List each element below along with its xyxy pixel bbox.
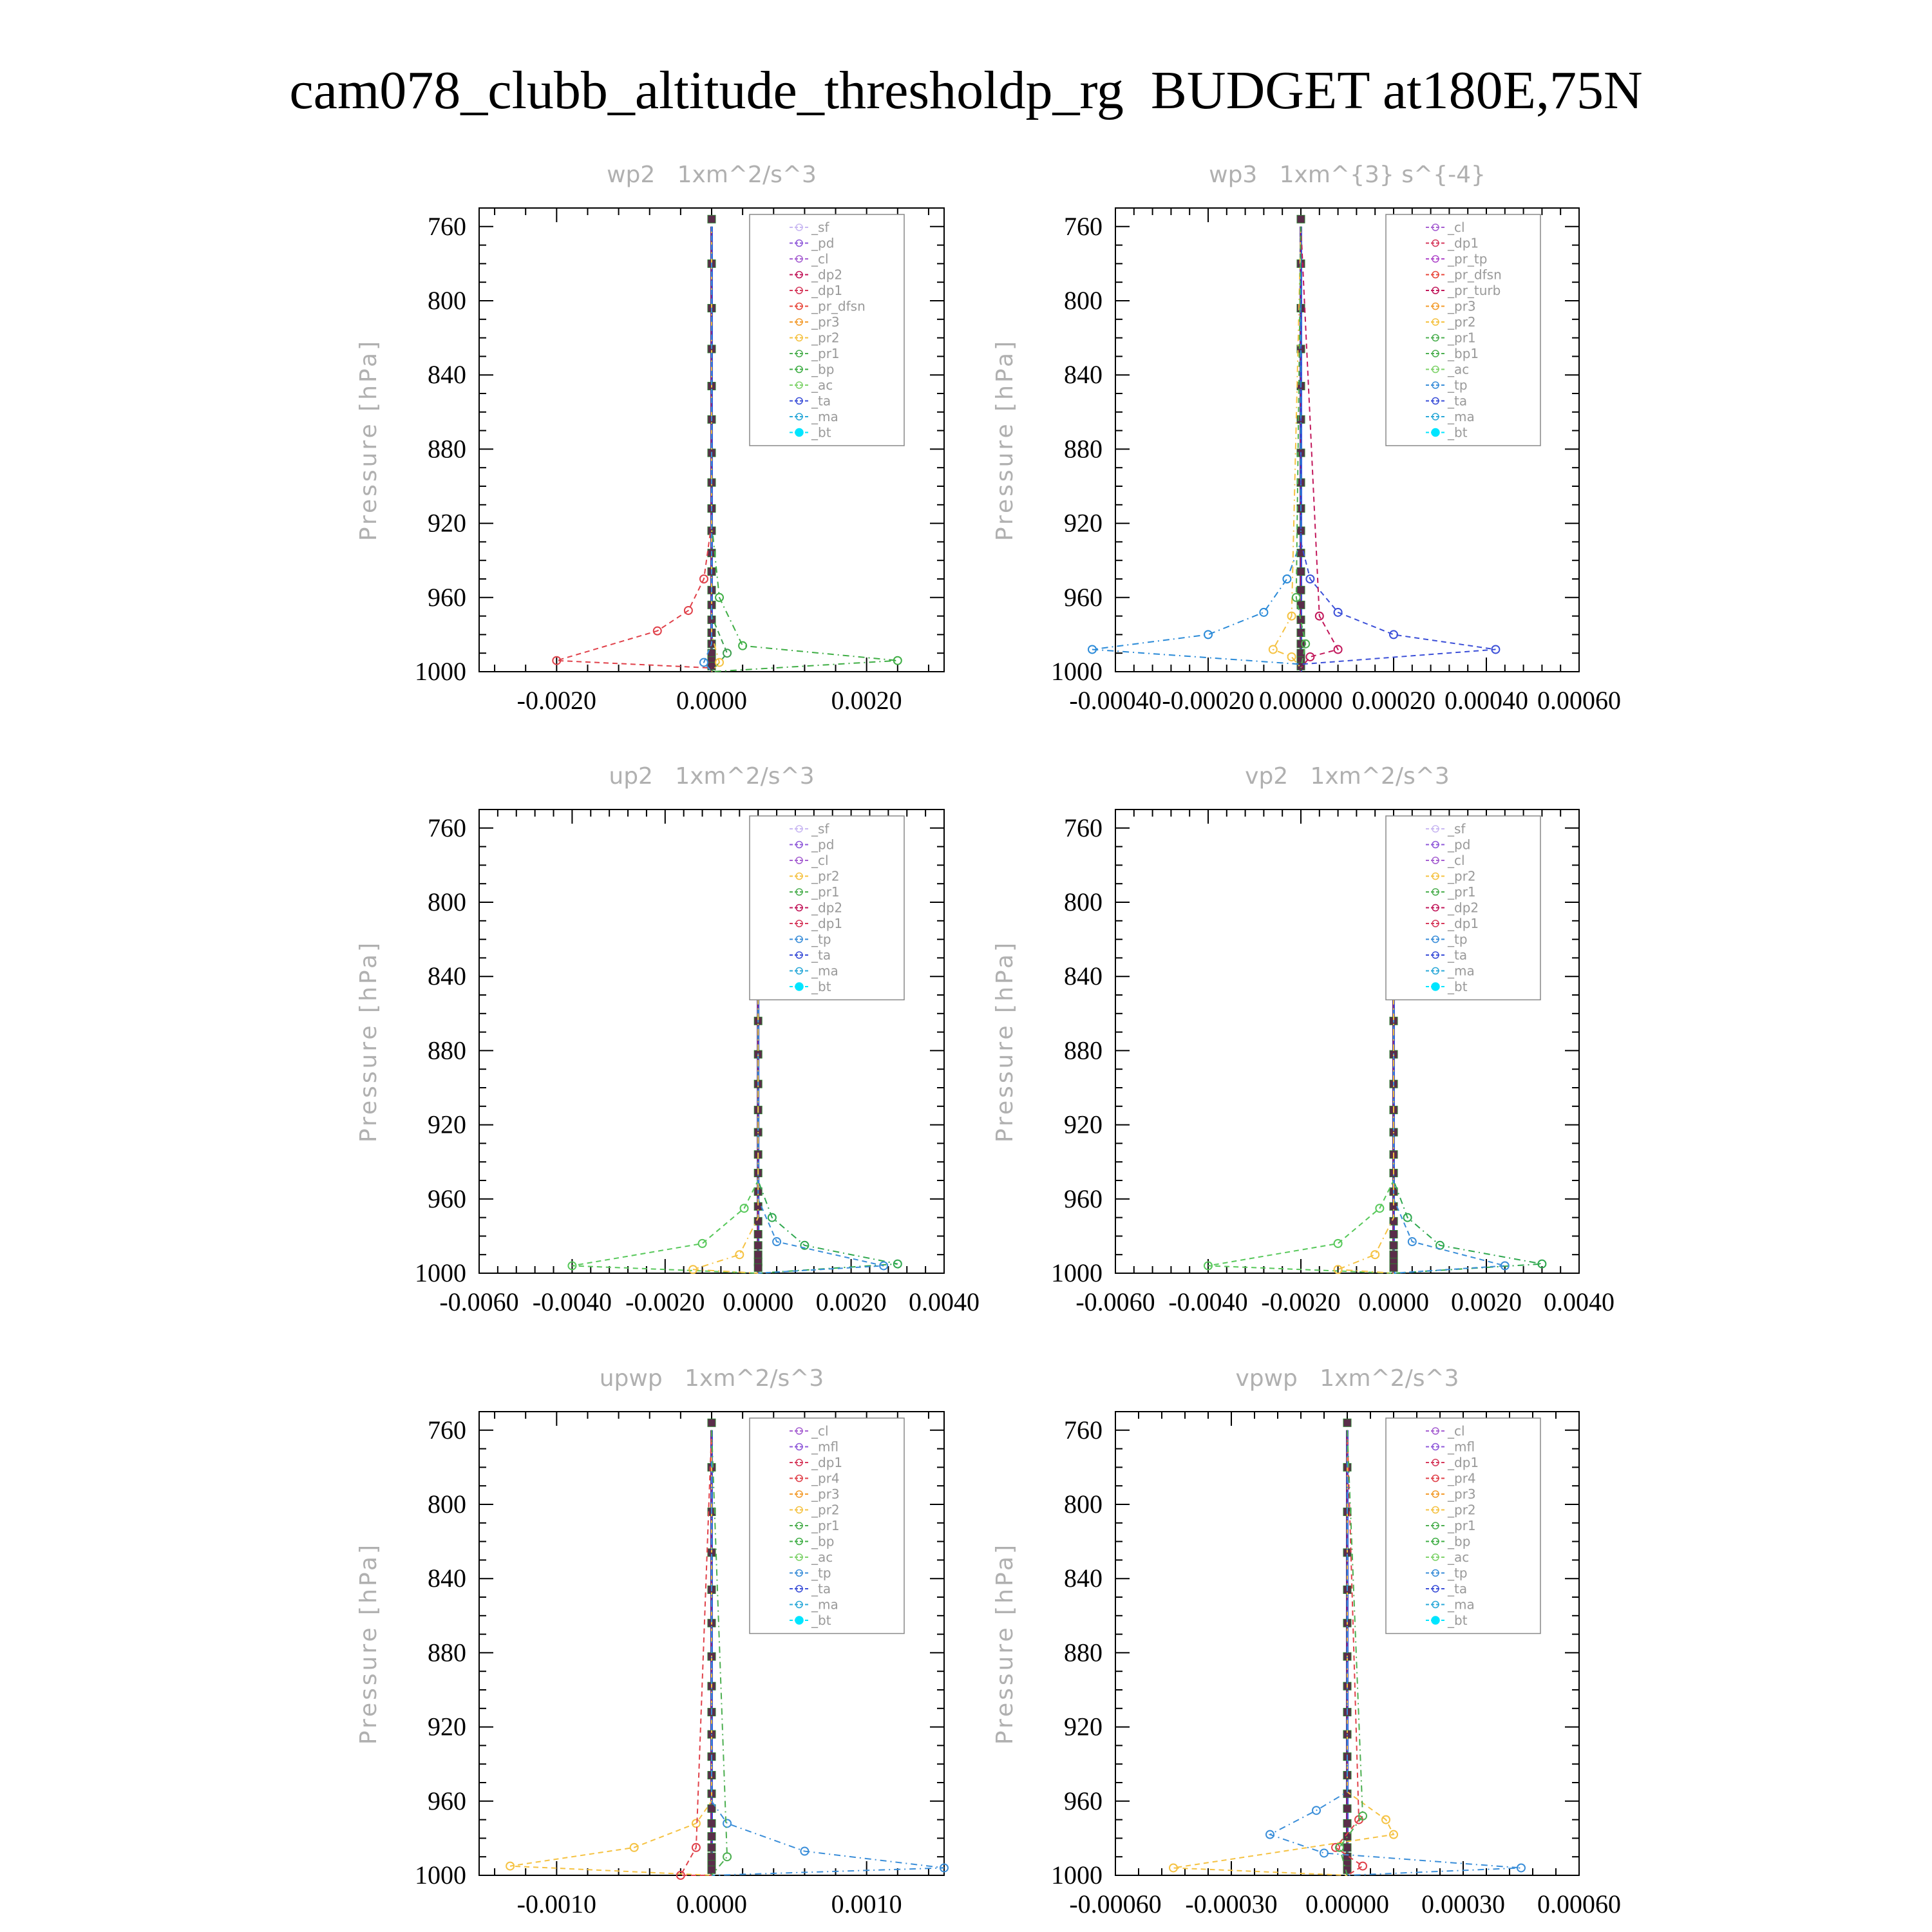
y-tick-label: 1000 (415, 657, 466, 686)
y-tick-label: 840 (1064, 961, 1103, 991)
x-tick-label: 0.0020 (831, 686, 902, 715)
legend-label: _bp (1448, 1533, 1471, 1549)
series-pr1 (506, 1430, 712, 1875)
legend-label: _dp2 (811, 267, 843, 283)
x-tick-label: 0.00040 (1444, 686, 1528, 715)
legend-label: _bt (1448, 1613, 1468, 1628)
y-axis-label: Pressure [hPa] (992, 940, 1018, 1143)
x-tick-label: 0.0020 (1451, 1287, 1522, 1316)
y-tick-label: 880 (428, 1638, 466, 1667)
y-tick-label: 1000 (415, 1258, 466, 1287)
y-axis-label: Pressure [hPa] (355, 940, 382, 1143)
zero-marker (708, 1833, 715, 1841)
legend-label: _pr_tp (1448, 251, 1488, 267)
y-tick-label: 1000 (415, 1861, 466, 1889)
legend-label: _bp1 (1448, 346, 1479, 361)
legend (750, 214, 904, 446)
x-tick-label: 0.00060 (1537, 1889, 1621, 1918)
legend-marker (1432, 1616, 1439, 1624)
x-tick-label: 0.00030 (1421, 1889, 1505, 1918)
x-tick-label: -0.00040 (1069, 686, 1162, 715)
legend-label: _ma (811, 963, 838, 979)
legend-label: _pr3 (1448, 298, 1476, 314)
zero-marker (1343, 1804, 1351, 1812)
zero-marker (754, 1251, 762, 1258)
legend-label: _ta (811, 393, 831, 409)
legend-label: _bp (811, 361, 835, 377)
legend-label: _pr4 (811, 1470, 840, 1486)
series-line (1301, 227, 1338, 668)
data-point (699, 1240, 706, 1247)
series-dp1 (568, 828, 758, 1273)
legend-label: _tp (1448, 1565, 1468, 1581)
series-dp1 (553, 227, 712, 668)
chart-panel-6 (992, 1365, 1621, 1918)
panel-title: up2 1xm^2/s^3 (609, 763, 815, 790)
y-tick-label: 760 (428, 211, 466, 241)
x-tick-label: -0.0020 (516, 686, 596, 715)
data-point (1517, 1864, 1525, 1871)
data-point (1320, 1849, 1328, 1857)
legend-label: _pr2 (811, 868, 840, 884)
zero-marker (708, 1419, 715, 1426)
legend-label: _pr1 (811, 884, 840, 900)
x-tick-label: -0.0020 (1261, 1287, 1341, 1316)
y-tick-label: 760 (428, 813, 466, 842)
chart-panel-1 (355, 162, 944, 715)
legend-label: _pr1 (1448, 1518, 1476, 1533)
legend-label: _bt (811, 979, 831, 994)
y-axis-label: Pressure [hPa] (355, 338, 382, 542)
zero-marker (754, 1242, 762, 1249)
x-tick-label: -0.0040 (1168, 1287, 1248, 1316)
data-point (1306, 653, 1314, 661)
y-tick-label: 800 (428, 286, 466, 315)
zero-marker (708, 1866, 715, 1873)
legend-label: _cl (811, 251, 829, 267)
series-pr4 (677, 1430, 712, 1879)
legend-label: _pr_turb (1448, 283, 1501, 298)
y-tick-label: 840 (428, 1564, 466, 1593)
zero-marker (1343, 1866, 1351, 1873)
legend (750, 1418, 904, 1634)
legend-label: _mfl (1448, 1439, 1475, 1455)
x-tick-label: 0.00000 (1259, 686, 1343, 715)
legend-label: _pr2 (811, 1502, 840, 1518)
data-point (1288, 653, 1296, 661)
legend-label: _pr3 (1448, 1486, 1476, 1502)
zero-marker (708, 1844, 715, 1852)
legend-label: _bt (1448, 979, 1468, 994)
y-tick-label: 840 (1064, 360, 1103, 390)
data-point (735, 1251, 743, 1258)
series-pr1 (1334, 828, 1394, 1273)
legend-label: _pr2 (1448, 868, 1476, 884)
x-tick-label: -0.0040 (532, 1287, 612, 1316)
x-tick-label: 0.00020 (1352, 686, 1435, 715)
y-tick-label: 920 (428, 1712, 466, 1741)
legend-label: _ac (1448, 1549, 1470, 1565)
series-line (1092, 227, 1301, 665)
legend-label: _tp (811, 931, 831, 947)
x-tick-label: -0.0060 (439, 1287, 519, 1316)
legend-marker (795, 429, 803, 437)
x-tick-label: 0.0040 (909, 1287, 980, 1316)
data-point (1371, 1251, 1379, 1258)
y-tick-label: 840 (428, 961, 466, 991)
y-tick-label: 800 (428, 1490, 466, 1519)
y-tick-label: 960 (1064, 1184, 1103, 1213)
series-line (1338, 828, 1394, 1273)
legend-label: _pd (811, 837, 835, 853)
chart-panel-3 (355, 763, 980, 1316)
series-line (1173, 1430, 1394, 1875)
legend (1386, 1418, 1540, 1634)
x-tick-label: -0.0010 (516, 1889, 596, 1918)
x-tick-label: 0.0000 (723, 1287, 794, 1316)
legend-label: _pr2 (1448, 1502, 1476, 1518)
legend-label: _cl (811, 1423, 829, 1439)
legend-label: _pr3 (811, 314, 840, 330)
x-tick-label: 0.0000 (676, 1889, 747, 1918)
legend-label: _pr3 (811, 1486, 840, 1502)
panel-title: upwp 1xm^2/s^3 (599, 1365, 824, 1392)
legend-marker (795, 1616, 803, 1624)
x-tick-label: 0.00000 (1305, 1889, 1389, 1918)
legend-marker (1432, 983, 1439, 990)
legend-label: _ta (1448, 1581, 1468, 1596)
series-tp (1088, 227, 1301, 665)
legend-label: _ma (1448, 963, 1475, 979)
panel-title: wp2 1xm^2/s^3 (607, 162, 817, 188)
panel-title: vpwp 1xm^2/s^3 (1235, 1365, 1459, 1392)
y-axis-label: Pressure [hPa] (355, 1542, 382, 1745)
zero-marker (1343, 1819, 1351, 1827)
y-tick-label: 840 (428, 360, 466, 390)
legend-label: _tp (1448, 377, 1468, 393)
zero-marker (1297, 215, 1305, 223)
legend-label: _sf (1448, 821, 1466, 837)
legend-label: _ma (1448, 1596, 1475, 1613)
legend (750, 816, 904, 1000)
legend-label: _sf (811, 220, 829, 235)
legend-marker (795, 983, 803, 990)
x-tick-label: -0.0020 (625, 1287, 705, 1316)
series-pr_turb (1301, 227, 1342, 668)
legend-label: _ta (811, 1581, 831, 1596)
legend-label: _cl (1448, 853, 1465, 868)
zero-marker (708, 215, 715, 223)
y-tick-label: 920 (428, 1110, 466, 1139)
y-tick-label: 960 (428, 582, 466, 612)
legend-label: _dp1 (1448, 1455, 1479, 1470)
data-point (1390, 630, 1397, 638)
legend-label: _bt (1448, 424, 1468, 440)
legend-label: _pr2 (811, 330, 840, 346)
chart-panel-2 (992, 162, 1621, 715)
data-point (723, 1819, 731, 1827)
y-tick-label: 920 (428, 508, 466, 538)
data-point (1260, 609, 1267, 616)
y-tick-label: 760 (428, 1415, 466, 1444)
legend-label: _bp (811, 1533, 835, 1549)
x-tick-label: 0.0000 (676, 686, 747, 715)
legend-label: _cl (1448, 220, 1465, 235)
legend (1386, 816, 1540, 1000)
x-tick-label: 0.0010 (831, 1889, 902, 1918)
zero-marker (708, 1819, 715, 1827)
legend-label: _ac (1448, 361, 1470, 377)
y-tick-label: 960 (1064, 582, 1103, 612)
legend-label: _sf (811, 821, 829, 837)
legend-label: _cl (811, 853, 829, 868)
y-tick-label: 800 (1064, 286, 1103, 315)
legend-label: _bt (811, 424, 831, 440)
data-point (1334, 1240, 1342, 1247)
legend-label: _ta (1448, 393, 1468, 409)
y-tick-label: 800 (428, 887, 466, 916)
y-tick-label: 960 (428, 1786, 466, 1815)
zero-marker (1297, 567, 1305, 575)
legend-label: _pr1 (1448, 330, 1476, 346)
legend-label: _pr1 (811, 1518, 840, 1533)
legend-label: _pr1 (811, 346, 840, 361)
zero-marker (1297, 586, 1305, 594)
x-tick-label: -0.00030 (1185, 1889, 1278, 1918)
series-line (572, 828, 758, 1273)
x-tick-label: -0.00020 (1162, 686, 1255, 715)
legend-label: _dp1 (1448, 916, 1479, 931)
y-tick-label: 920 (1064, 1712, 1103, 1741)
legend-label: _ma (811, 1596, 838, 1613)
zero-marker (754, 1264, 762, 1271)
legend-label: _ta (811, 947, 831, 963)
zero-marker (1390, 1231, 1397, 1238)
zero-marker (1343, 1419, 1351, 1426)
zero-marker (1390, 1242, 1397, 1249)
y-tick-label: 880 (1064, 434, 1103, 464)
y-tick-label: 800 (1064, 1490, 1103, 1519)
panel-title: vp2 1xm^2/s^3 (1245, 763, 1450, 790)
legend-label: _ac (811, 377, 833, 393)
y-tick-label: 920 (1064, 508, 1103, 538)
y-tick-label: 760 (1064, 813, 1103, 842)
data-point (1204, 630, 1212, 638)
y-tick-label: 880 (428, 1036, 466, 1065)
series-line (693, 828, 758, 1273)
series-line (556, 227, 712, 668)
legend-label: _pr_dfsn (1448, 267, 1502, 283)
zero-marker (1297, 616, 1305, 623)
legend-label: _cl (1448, 1423, 1465, 1439)
y-tick-label: 960 (1064, 1786, 1103, 1815)
series-dp1 (1204, 828, 1394, 1273)
legend-label: _dp2 (1448, 900, 1479, 916)
legend-label: _mfl (811, 1439, 839, 1455)
legend-label: _pr4 (1448, 1470, 1476, 1486)
y-axis-label: Pressure [hPa] (992, 1542, 1018, 1745)
data-point (723, 1853, 731, 1861)
zero-marker (1343, 1844, 1351, 1852)
data-point (723, 649, 731, 657)
legend-label: _dp1 (1448, 235, 1479, 251)
legend-label: _tp (1448, 931, 1468, 947)
legend-label: _ma (811, 409, 838, 424)
zero-marker (754, 1231, 762, 1238)
x-tick-label: -0.00060 (1069, 1889, 1162, 1918)
y-tick-label: 1000 (1051, 1861, 1103, 1889)
x-tick-label: -0.0060 (1075, 1287, 1155, 1316)
y-tick-label: 880 (1064, 1036, 1103, 1065)
legend-label: _dp1 (811, 283, 843, 298)
y-tick-label: 1000 (1051, 657, 1103, 686)
series-line (510, 1430, 712, 1875)
legend-label: _pd (1448, 837, 1471, 853)
y-tick-label: 760 (1064, 211, 1103, 241)
legend-label: _pr_dfsn (811, 298, 866, 314)
panel-title: wp3 1xm^{3} s^{-4} (1209, 162, 1486, 188)
zero-marker (1390, 1251, 1397, 1258)
zero-marker (708, 1853, 715, 1861)
legend-label: _dp1 (811, 1455, 843, 1470)
legend-label: _dp1 (811, 916, 843, 931)
zero-marker (1390, 1264, 1397, 1271)
page-title: cam078_clubb_altitude_thresholdp_rg BUDGET at180E,75N (289, 61, 1643, 120)
series-line (1208, 828, 1394, 1273)
data-point (1283, 575, 1291, 583)
legend-label: _tp (811, 1565, 831, 1581)
legend-label: _ma (1448, 409, 1475, 424)
y-tick-label: 1000 (1051, 1258, 1103, 1287)
y-tick-label: 880 (1064, 1638, 1103, 1667)
data-point (1359, 1862, 1367, 1870)
legend-label: _dp2 (811, 900, 843, 916)
legend (1386, 214, 1540, 446)
y-axis-label: Pressure [hPa] (992, 338, 1018, 542)
y-tick-label: 880 (428, 434, 466, 464)
legend-label: _ac (811, 1549, 833, 1565)
y-tick-label: 920 (1064, 1110, 1103, 1139)
series-pr1 (1170, 1430, 1397, 1875)
x-tick-label: 0.0040 (1544, 1287, 1615, 1316)
x-tick-label: 0.00060 (1537, 686, 1621, 715)
legend-label: _pr1 (1448, 884, 1476, 900)
legend-label: _pd (811, 235, 835, 251)
x-tick-label: 0.0020 (815, 1287, 887, 1316)
x-tick-label: 0.0000 (1358, 1287, 1429, 1316)
legend-marker (1432, 429, 1439, 437)
y-tick-label: 960 (428, 1184, 466, 1213)
y-tick-label: 840 (1064, 1564, 1103, 1593)
legend-label: _ta (1448, 947, 1468, 963)
chart-panel-5 (355, 1365, 948, 1918)
chart-panel-4 (992, 763, 1615, 1316)
legend-label: _bt (811, 1613, 831, 1628)
y-tick-label: 800 (1064, 887, 1103, 916)
y-tick-label: 760 (1064, 1415, 1103, 1444)
legend-label: _pr2 (1448, 314, 1476, 330)
data-point (739, 642, 746, 650)
